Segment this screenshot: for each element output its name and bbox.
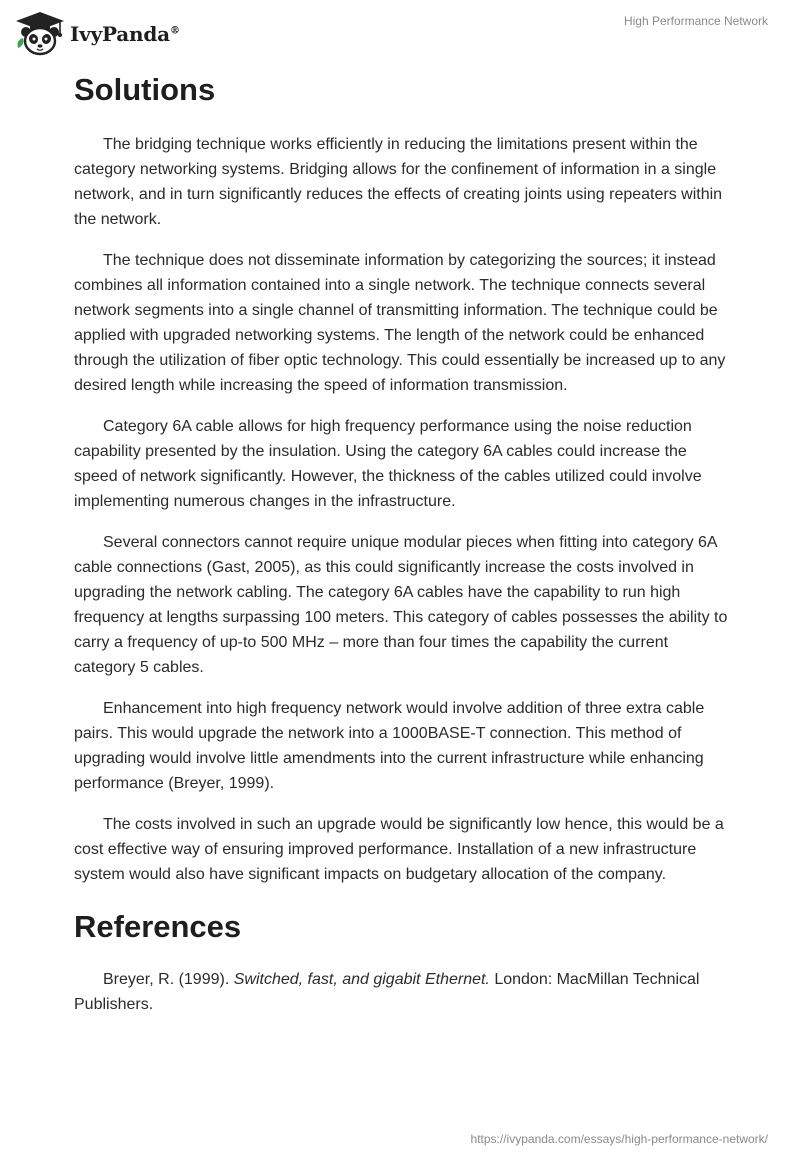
ivypanda-logo[interactable] [14, 10, 180, 56]
panda-graduate-icon [14, 10, 66, 56]
brand-name: IvyPanda® [70, 22, 180, 46]
solutions-paragraph-3: Category 6A cable allows for high frequency performance using the noise reduction capability presented by the insulation. Using the category 6A cables could increase the speed of network significantly. However, the thickness of the cables utilized could involve implementing numerous changes in the infrastructure. [74, 418, 702, 510]
solutions-paragraph-5: Enhancement into high frequency network would involve addition of three extra cable pairs. This would upgrade the network into a 1000BASE-T connection. This method of upgrading would involve little amendments into the current infrastructure while enhancing performance (Breyer, 1999). [74, 700, 705, 792]
reference-item [74, 967, 728, 1017]
reference-publisher: London: MacMillan Technical Publishers. [74, 971, 700, 1013]
solutions-heading: Solutions [74, 72, 216, 107]
references-heading: References [74, 909, 242, 944]
solutions-paragraph-2: The technique does not disseminate information by categorizing the sources; it instead combines all information contained into a single network. The technique connects several network segments into a single channel of transmitting information. The technique could be applied with upgraded networking systems. The length of the network could be enhanced through the utilization of fiber optic technology. This could essentially be increased up to any desired length while increasing the speed of information transmission. [74, 252, 726, 394]
reference-title: Switched, fast, and gigabit Ethernet. [233, 971, 490, 988]
solutions-paragraph-4: Several connectors cannot require unique modular pieces when fitting into category 6A cable connections (Gast, 2005), as this could significantly increase the costs involved in upgrading the network cabling. The category 6A cables have the capability to run high frequency at lengths surpassing 100 meters. This category of cables possesses the ability to carry a frequency of up-to 500 MHz – more than four times the capability the current category 5 cables. [74, 534, 728, 676]
registered-mark: ® [169, 25, 180, 37]
solutions-paragraph-1: The bridging technique works efficiently in reducing the limitations present within the category networking systems. Bridging allows for the confinement of information in a single network, and in turn significantly reduces the effects of creating joints using repeaters within the network. [74, 136, 723, 228]
reference-author-year: Breyer, R. (1999). [103, 971, 234, 988]
essay-content [74, 70, 728, 1033]
solutions-paragraph-6: The costs involved in such an upgrade would be significantly low hence, this would be a cost effective way of ensuring improved performance. Installation of a new infrastructure system would also have significant impacts on budgetary allocation of the company. [74, 816, 724, 883]
source-url[interactable]: https://ivypanda.com/essays/high-performance-network/ [470, 1132, 768, 1146]
document-title: High Performance Network [623, 14, 768, 28]
